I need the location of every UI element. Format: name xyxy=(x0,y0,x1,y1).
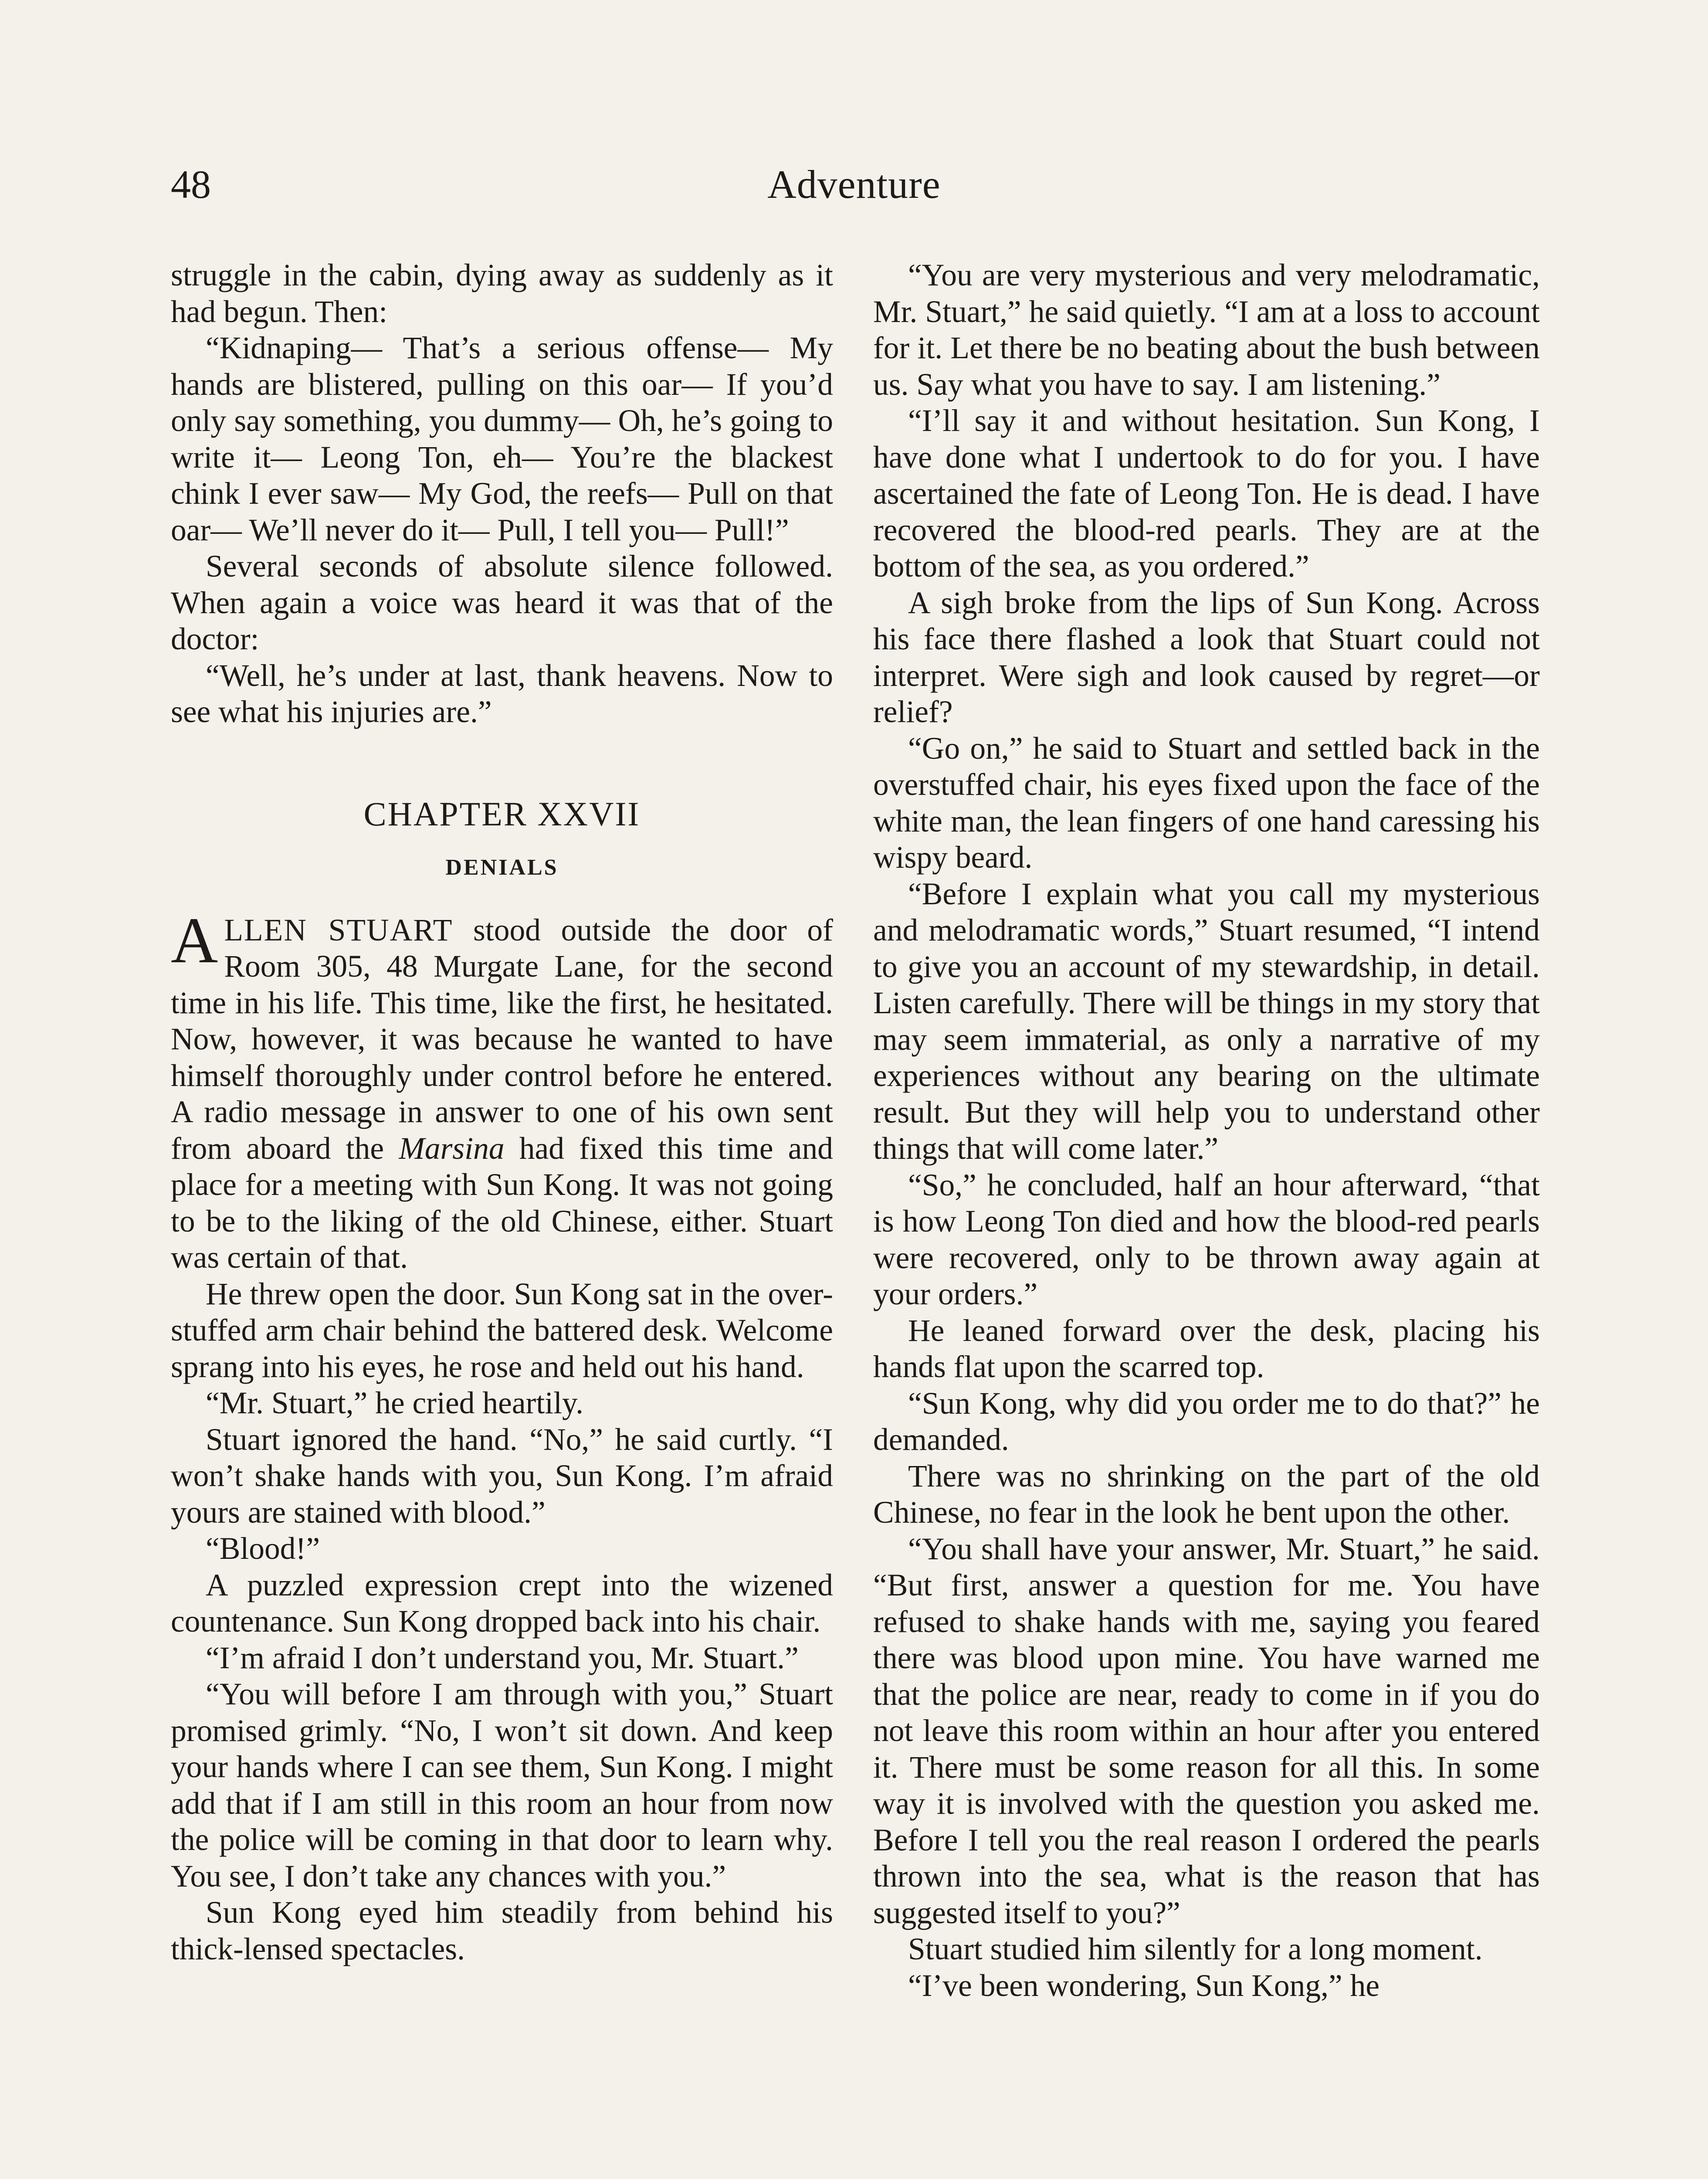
paragraph: Stuart studied him silently for a long moment. xyxy=(908,1932,1483,1966)
paragraph: There was no shrinking on the part of the old Chinese, no fear in the look he bent upon the other. xyxy=(873,1459,1540,1530)
paragraph: “Mr. Stuart,” he cried heartily. xyxy=(206,1386,583,1420)
chapter-title: CHAPTER XXVII xyxy=(363,794,640,833)
right-column xyxy=(873,257,1540,2004)
paragraph: “I’ll say it and without hesitation. Sun Kong, I have done what I undertook to do for you. I have ascertained the fate of Leong Ton. He is dead. I have recovered the blood-red pearls. They are at the bottom of the sea, as you ordered.” xyxy=(873,404,1540,584)
paragraph: “I’m afraid I don’t understand you, Mr. Stuart.” xyxy=(206,1640,799,1675)
paragraph: “Well, he’s under at last, thank heavens. Now to see what his injuries are.” xyxy=(171,658,833,729)
paragraph: A puzzled expression crept into the wizened countenance. Sun Kong dropped back into his chair. xyxy=(171,1568,833,1639)
paragraph: “Sun Kong, why did you order me to do that?” he demanded. xyxy=(873,1386,1540,1457)
paragraph: “You are very mysterious and very melodramatic, Mr. Stuart,” he said quietly. “I am at a loss to account for it. Let there be no beating about the bush between us. Say what you have to say. I am listening.” xyxy=(873,258,1540,402)
paragraph: “You will before I am through with you,” Stuart promised grimly. “No, I won’t sit down. And keep your hands where I can see them, Sun Kong. I might add that if I am still in this room an hour from now the police will be coming in that door to learn why. You see, I don’t take any chances with you.” xyxy=(171,1677,833,1894)
drop-cap: A xyxy=(171,904,218,977)
paragraph: He leaned forward over the desk, placing his hands flat upon the scarred top. xyxy=(873,1313,1540,1384)
paragraph: A sigh broke from the lips of Sun Kong. Across his face there flashed a look that Stuart could not interpret. Were sigh and look caused by regret—or relief? xyxy=(873,585,1540,729)
page-header xyxy=(171,161,1537,222)
paragraph: “I’ve been wondering, Sun Kong,” he xyxy=(908,1968,1380,2003)
page-number: 48 xyxy=(171,162,211,207)
paragraph: Stuart ignored the hand. “No,” he said curtly. “I won’t shake hands with you, Sun Kong. I’m afraid yours are stained with blood.” xyxy=(171,1422,833,1530)
left-column xyxy=(171,257,833,1967)
chapter-subtitle: DENIALS xyxy=(445,855,559,880)
ship-name: Marsina xyxy=(399,1131,505,1166)
opening-text-continued: had fixed this time and place for a meeting with Sun Kong. It was not going to be to the liking of the old Chinese, either. Stuart was certain of that. xyxy=(171,1131,834,1275)
paragraph: “Kidnaping— That’s a serious offense— My hands are blistered, pulling on this oar— If you’d only say something, you dummy— Oh, he’s going to write it— Leong Ton, eh— You’re the blackest chink I ever saw— My God, the reefs— Pull on that oar— We’ll never do it— Pull, I tell you— Pull!” xyxy=(171,331,833,547)
paragraph: He threw open the door. Sun Kong sat in the over-stuffed arm chair behind the battered desk. Welcome sprang into his eyes, he rose and held out his hand. xyxy=(171,1276,833,1384)
paragraph: “You shall have your answer, Mr. Stuart,” he said. “But first, answer a question for me. You have refused to shake hands with me, saying you feared there was blood upon mine. You have warned me that the police are near, ready to come in if you do not leave this room within an hour after you entered it. There must be some reason for all this. In some way it is involved with the question you asked me. Before I tell you the real reason I ordered the pearls thrown into the sea, what is the reason that has suggested itself to you?” xyxy=(873,1531,1540,1930)
paragraph: “So,” he concluded, half an hour afterward, “that is how Leong Ton died and how the blood-red pearls were recovered, only to be thrown away again at your orders.” xyxy=(873,1168,1540,1311)
paragraph: “Blood!” xyxy=(206,1531,320,1566)
paragraph: Sun Kong eyed him steadily from behind his thick-lensed spectacles. xyxy=(171,1895,833,1966)
opening-text: stood outside the door of Room 305, 48 Murgate Lane, for the second time in his life. This time, like the first, he hesitated. Now, however, it was because he wanted to have himself thoroughly under control before he entered. A radio message in answer to one of his own sent from aboard the xyxy=(171,913,833,1166)
paragraph: struggle in the cabin, dying away as suddenly as it had begun. Then: xyxy=(171,258,833,329)
paragraph: Several seconds of absolute silence followed. When again a voice was heard it was that of the doctor: xyxy=(171,549,833,656)
paragraph: “Go on,” he said to Stuart and settled back in the overstuffed chair, his eyes fixed upon the face of the white man, the lean fingers of one hand caressing his wispy beard. xyxy=(873,731,1540,875)
running-head-title: Adventure xyxy=(767,162,941,207)
opening-small-caps: LLEN STUART xyxy=(224,913,453,947)
chapter-opening-paragraph xyxy=(171,904,834,1276)
paragraph: “Before I explain what you call my mysterious and melodramatic words,” Stuart resumed, “I intend to give you an account of my stewardship, in detail. Listen carefully. There will be things in my story that may seem immaterial, as only a narrative of my experiences without any bearing on the ultimate result. But they will help you to understand other things that will come later.” xyxy=(873,876,1540,1166)
